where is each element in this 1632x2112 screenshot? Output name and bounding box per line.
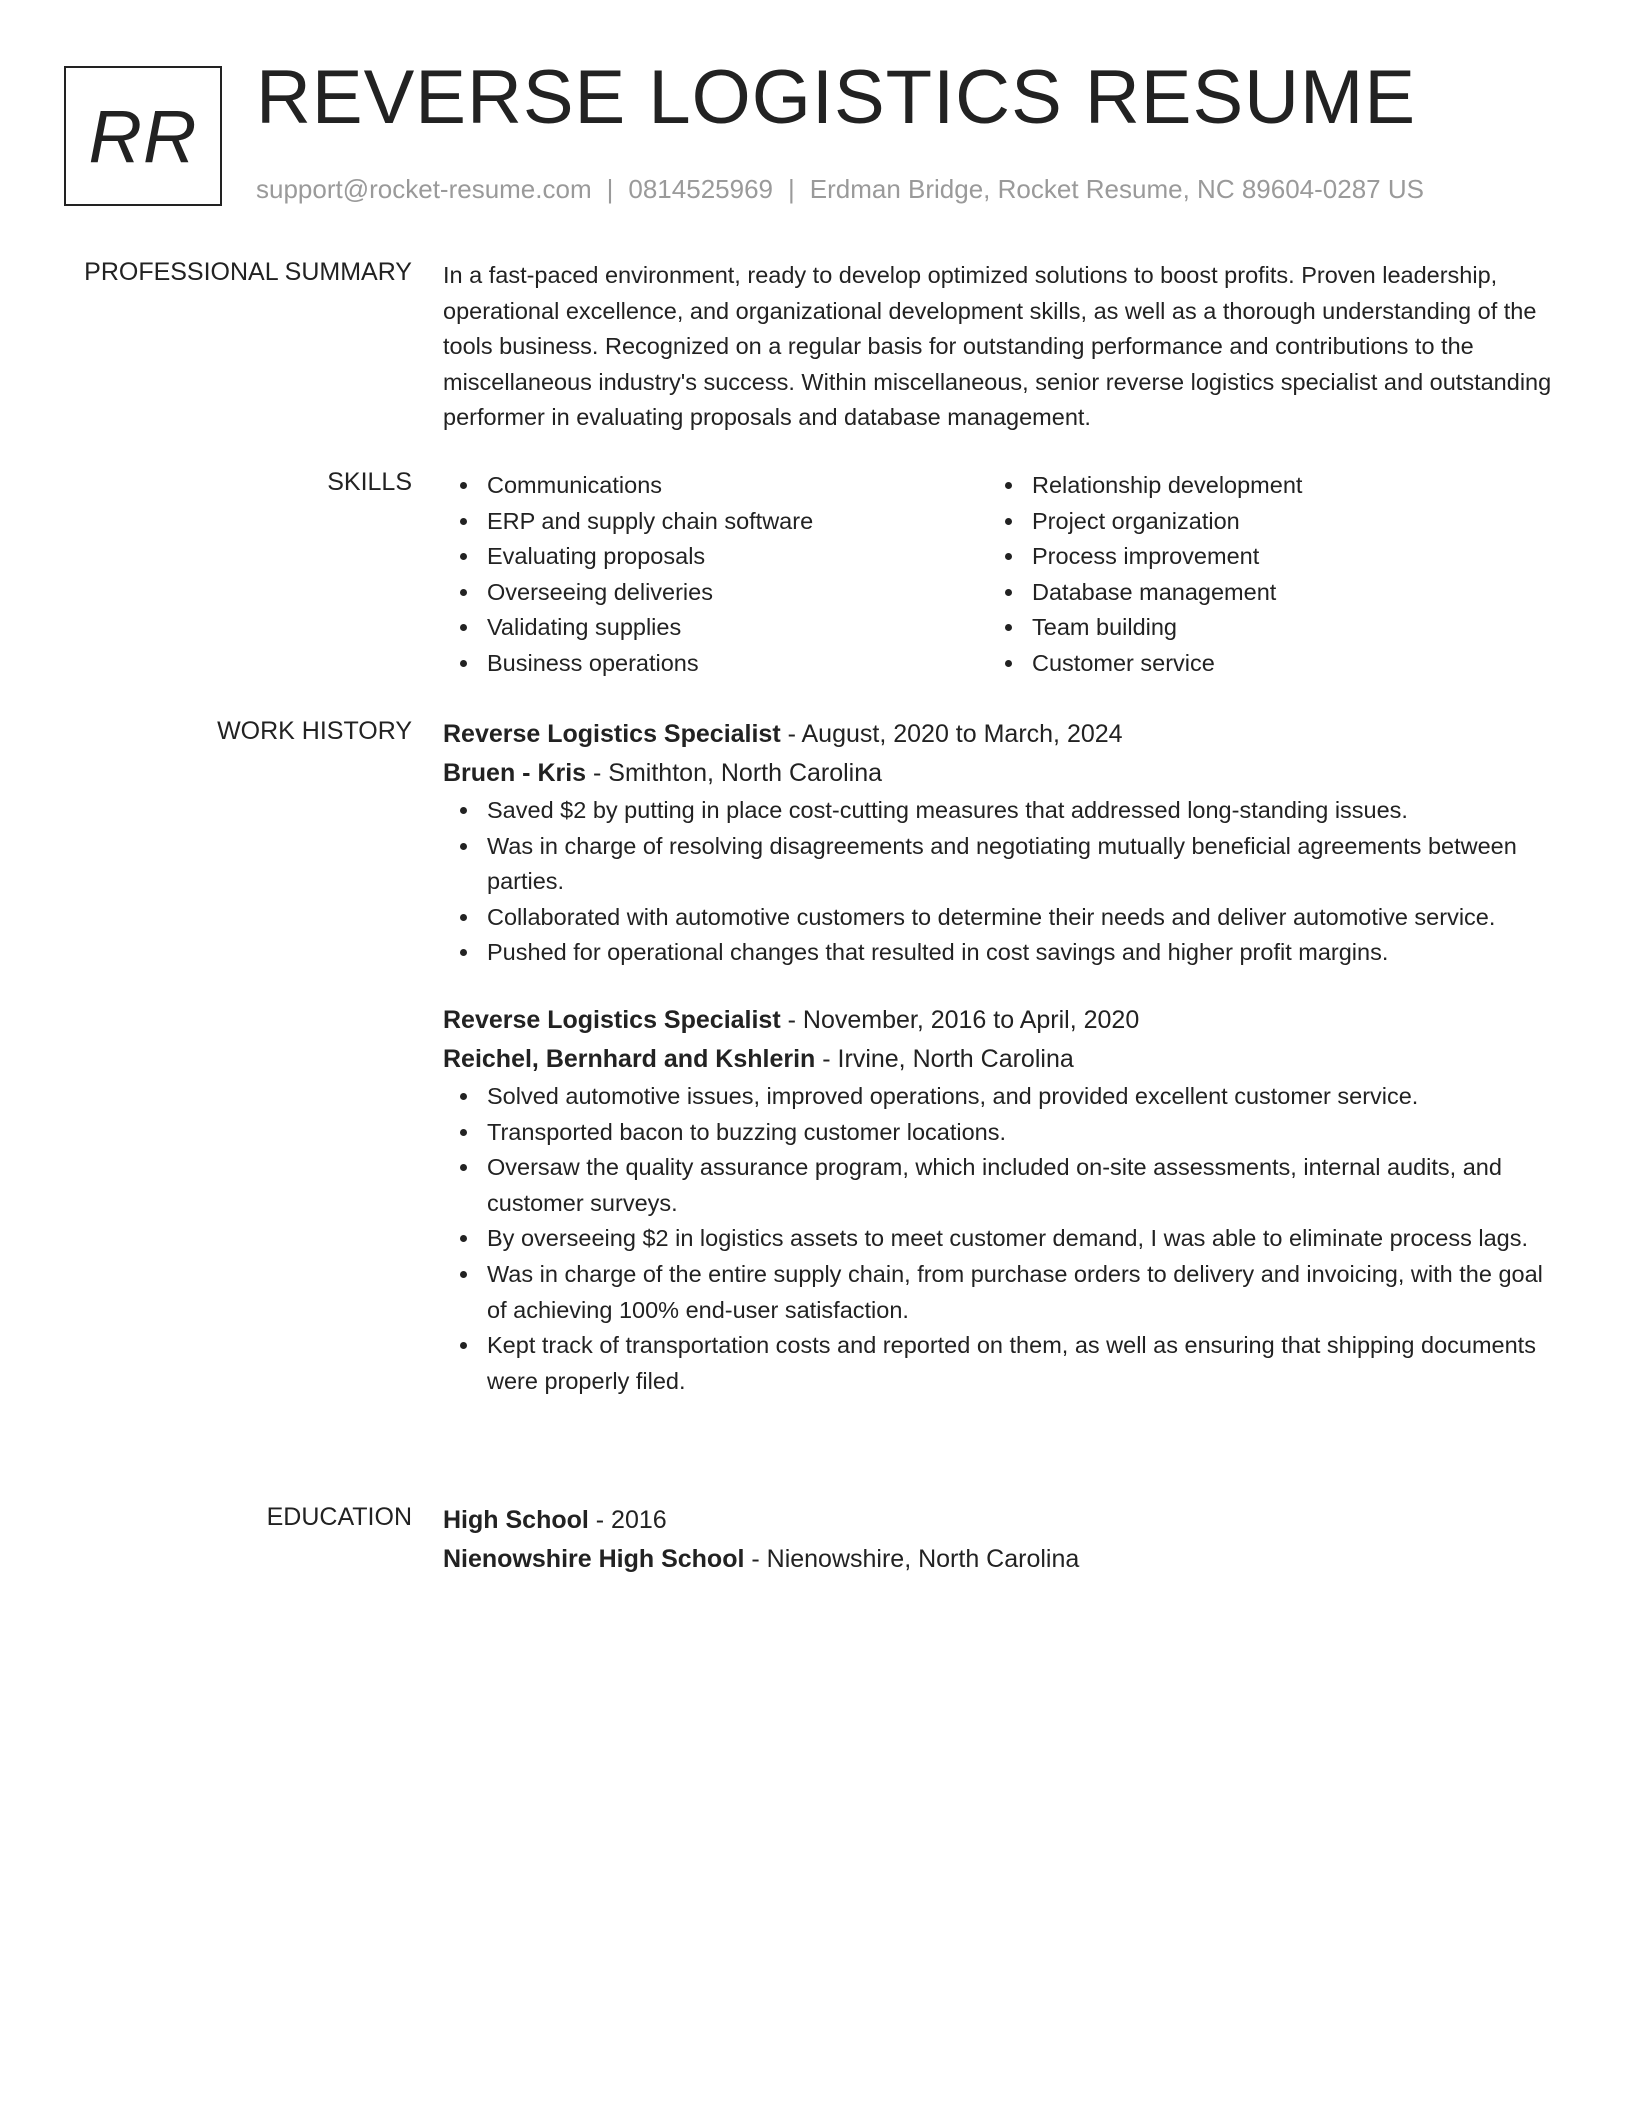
education-body — [443, 1501, 1553, 1579]
job-company: Reichel, Bernhard and Kshlerin — [443, 1044, 816, 1073]
degree: High School — [443, 1506, 589, 1534]
contact-address: Erdman Bridge, Rocket Resume, NC 89604-0287 US — [809, 174, 1424, 204]
job-title: Reverse Logistics Specialist — [443, 720, 781, 748]
skill-item: Project organization — [988, 504, 1533, 540]
skill-item: Communications — [443, 468, 988, 504]
summary-body — [443, 258, 1553, 436]
job-company-line — [443, 754, 1553, 793]
skills-list-right — [988, 468, 1533, 682]
job-entry — [443, 715, 1553, 971]
resume-title: REVERSE LOGISTICS RESUME — [256, 55, 1417, 140]
job-title-line — [443, 1001, 1553, 1040]
job-company-line — [443, 1040, 1553, 1079]
school-location: - Nienowshire, North Carolina — [744, 1545, 1080, 1573]
skill-item: Customer service — [988, 646, 1533, 682]
job-duty-item: Kept track of transportation costs and reported on them, as well as ensuring that shipping documents were properly filed. — [443, 1328, 1553, 1399]
job-duty-item: Saved $2 by putting in place cost-cutting measures that addressed long-standing issues. — [443, 793, 1553, 829]
monogram-logo — [64, 66, 222, 206]
school-name: Nienowshire High School — [443, 1545, 745, 1573]
skills-label: SKILLS — [327, 468, 412, 496]
job-company: Bruen - Kris — [443, 759, 587, 787]
contact-phone[interactable]: 0814525969 — [628, 174, 773, 204]
skill-item: Validating supplies — [443, 610, 988, 646]
job-duty-item: Was in charge of the entire supply chain, from purchase orders to delivery and invoicing, with the goal of achieving 100% end-user satisfaction. — [443, 1257, 1553, 1328]
summary-label: PROFESSIONAL SUMMARY — [84, 258, 412, 286]
contact-line — [256, 174, 1424, 205]
job-duty-item: Transported bacon to buzzing customer locations. — [443, 1115, 1553, 1151]
skills-list-left — [443, 468, 988, 682]
skill-item: Process improvement — [988, 539, 1533, 575]
education-label: EDUCATION — [266, 1503, 412, 1531]
skills-grid — [443, 468, 1553, 682]
skill-item: Overseeing deliveries — [443, 575, 988, 611]
contact-separator: | — [788, 174, 795, 204]
job-duty-item: By overseeing $2 in logistics assets to meet customer demand, I was able to eliminate process lags. — [443, 1221, 1553, 1257]
skill-item: Evaluating proposals — [443, 539, 988, 575]
contact-email[interactable]: support@rocket-resume.com — [256, 174, 592, 204]
skill-item: Team building — [988, 610, 1533, 646]
work-history-body — [443, 715, 1553, 1399]
school-line — [443, 1540, 1553, 1579]
contact-separator: | — [606, 174, 614, 204]
job-title-line — [443, 715, 1553, 754]
monogram-initials: RR — [88, 94, 198, 178]
job-dates: - November, 2016 to April, 2020 — [780, 1005, 1140, 1034]
job-duty-item: Solved automotive issues, improved operations, and provided excellent customer service. — [443, 1079, 1553, 1115]
job-duties-list — [443, 1079, 1553, 1399]
job-dates: - August, 2020 to March, 2024 — [780, 720, 1123, 748]
degree-line — [443, 1501, 1553, 1540]
graduation-year: - 2016 — [588, 1506, 667, 1534]
job-entry — [443, 1001, 1553, 1399]
summary-text: In a fast-paced environment, ready to develop optimized solutions to boost profits. Proven leadership, operational excellence, and organizational development skills, as well as a thorough understanding of the tools business. Recognized on a regular basis for outstanding performance and contributions to the miscellaneous industry's success. Within miscellaneous, senior reverse logistics specialist and outstanding performer in evaluating proposals and database management. — [443, 262, 1552, 431]
job-title: Reverse Logistics Specialist — [443, 1005, 781, 1034]
skills-body — [443, 468, 1553, 682]
skill-item: Relationship development — [988, 468, 1533, 504]
job-duty-item: Oversaw the quality assurance program, which included on-site assessments, internal audits, and customer surveys. — [443, 1150, 1553, 1221]
work-history-label: WORK HISTORY — [217, 717, 412, 745]
skill-item: ERP and supply chain software — [443, 504, 988, 540]
skill-item: Business operations — [443, 646, 988, 682]
job-duties-list — [443, 793, 1553, 971]
job-duty-item: Collaborated with automotive customers to determine their needs and deliver automotive service. — [443, 900, 1553, 936]
job-duty-item: Was in charge of resolving disagreements and negotiating mutually beneficial agreements between parties. — [443, 829, 1553, 900]
job-location: - Irvine, North Carolina — [815, 1044, 1074, 1073]
job-duty-item: Pushed for operational changes that resulted in cost savings and higher profit margins. — [443, 935, 1553, 971]
skill-item: Database management — [988, 575, 1533, 611]
job-location: - Smithton, North Carolina — [586, 759, 883, 787]
